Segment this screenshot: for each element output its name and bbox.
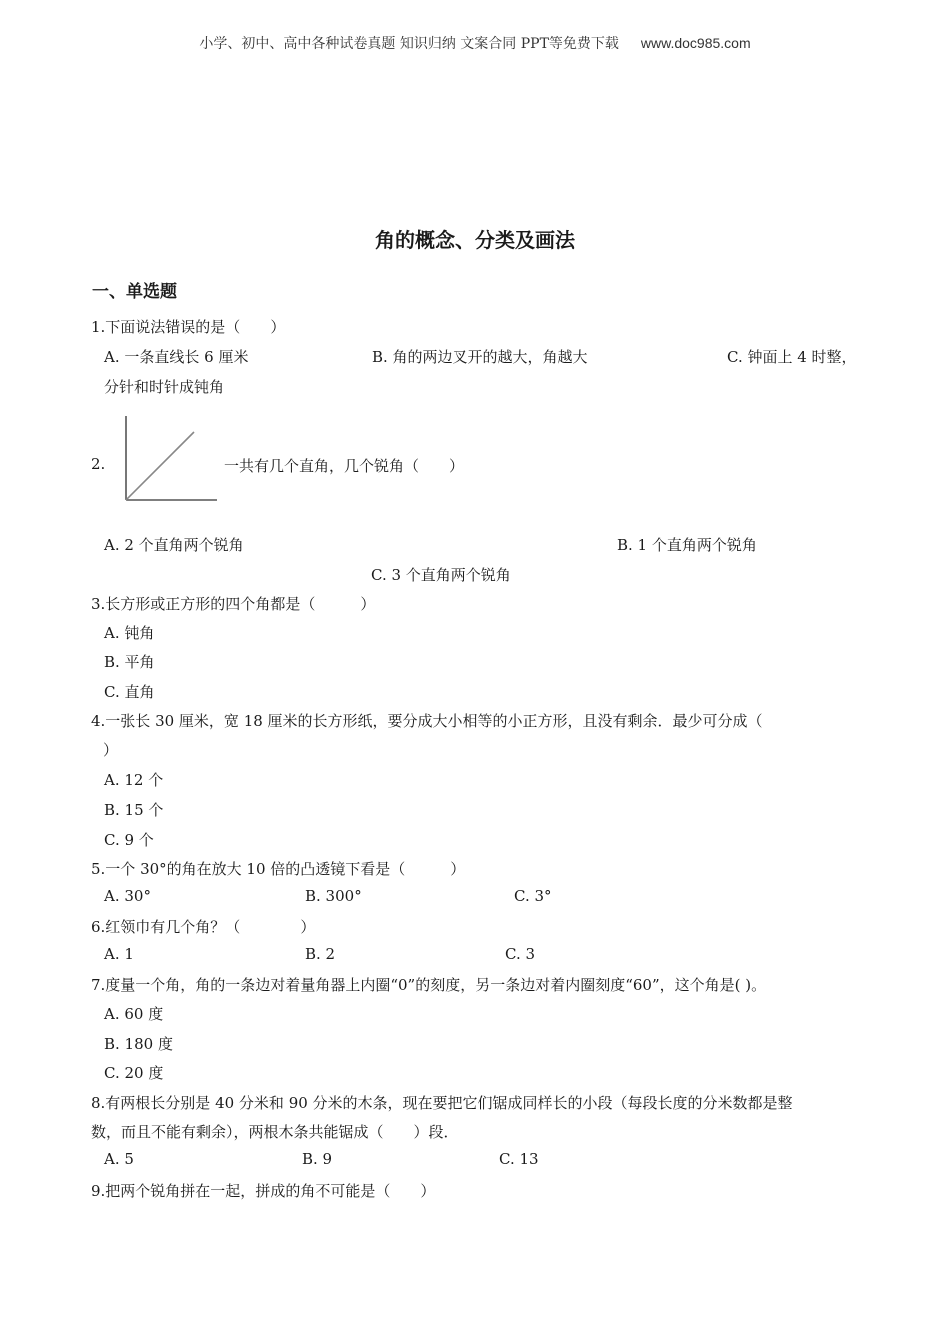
question-1: 1.下面说法错误的是（ ）	[91, 318, 286, 336]
q2-option-c: C. 3 个直角两个锐角	[371, 566, 511, 584]
question-9: 9.把两个锐角拼在一起，拼成的角不可能是（ ）	[91, 1182, 436, 1200]
question-2-number: 2.	[91, 455, 106, 473]
question-4-cont: ）	[103, 741, 119, 759]
section-heading: 一、单选题	[92, 282, 177, 302]
question-5: 5.一个 30°的角在放大 10 倍的凸透镜下看是（ ）	[91, 860, 466, 878]
question-6: 6.红领巾有几个角？（ ）	[91, 918, 316, 936]
q8-option-c: C. 13	[499, 1150, 539, 1168]
q4-option-a: A. 12 个	[104, 771, 164, 789]
question-8: 8.有两根长分别是 40 分米和 90 分米的木条，现在要把它们锯成同样长的小段（每段长度的分米数都是整	[91, 1094, 793, 1112]
q7-option-b: B. 180 度	[104, 1035, 173, 1053]
question-7: 7.度量一个角，角的一条边对着量角器上内圈“0”的刻度，另一条边对着内圈刻度“60”，这个角是( )。	[91, 976, 767, 994]
q1-option-c-cont: 分针和时针成钝角	[104, 378, 225, 396]
page-header	[0, 33, 950, 53]
question-2: 一共有几个直角，几个锐角（ ）	[224, 457, 465, 475]
q6-option-a: A. 1	[104, 945, 134, 963]
q5-option-b: B. 300°	[305, 887, 362, 905]
q7-option-a: A. 60 度	[104, 1005, 164, 1023]
question-3: 3.长方形或正方形的四个角都是（ ）	[91, 595, 376, 613]
q2-option-a: A. 2 个直角两个锐角	[104, 536, 244, 554]
q8-option-b: B. 9	[302, 1150, 333, 1168]
q5-option-a: A. 30°	[104, 887, 151, 905]
q3-option-b: B. 平角	[104, 653, 155, 671]
question-4: 4.一张长 30 厘米，宽 18 厘米的长方形纸，要分成大小相等的小正方形，且没有剩余．最少可分成（	[91, 712, 763, 730]
q6-option-c: C. 3	[505, 945, 536, 963]
q4-option-b: B. 15 个	[104, 801, 164, 819]
q5-option-c: C. 3°	[514, 887, 552, 905]
q2-option-b: B. 1 个直角两个锐角	[617, 536, 757, 554]
angle-diagram	[120, 412, 220, 504]
q8-option-a: A. 5	[104, 1150, 134, 1168]
header-site: www.doc985.com	[640, 35, 751, 51]
q7-option-c: C. 20 度	[104, 1064, 164, 1082]
question-8-cont: 数，而且不能有剩余），两根木条共能锯成（ ）段．	[91, 1123, 459, 1141]
page-title: 角的概念、分类及画法	[375, 228, 575, 252]
q3-option-a: A. 钝角	[104, 624, 155, 642]
q3-option-c: C. 直角	[104, 683, 155, 701]
q4-option-c: C. 9 个	[104, 831, 154, 849]
q6-option-b: B. 2	[305, 945, 336, 963]
q1-option-b: B. 角的两边叉开的越大，角越大	[372, 348, 588, 366]
q1-option-a: A. 一条直线长 6 厘米	[104, 348, 249, 366]
q1-option-c: C. 钟面上 4 时整，	[727, 348, 857, 366]
header-text: 小学、初中、高中各种试卷真题 知识归纳 文案合同 PPT等免费下载	[199, 36, 619, 52]
